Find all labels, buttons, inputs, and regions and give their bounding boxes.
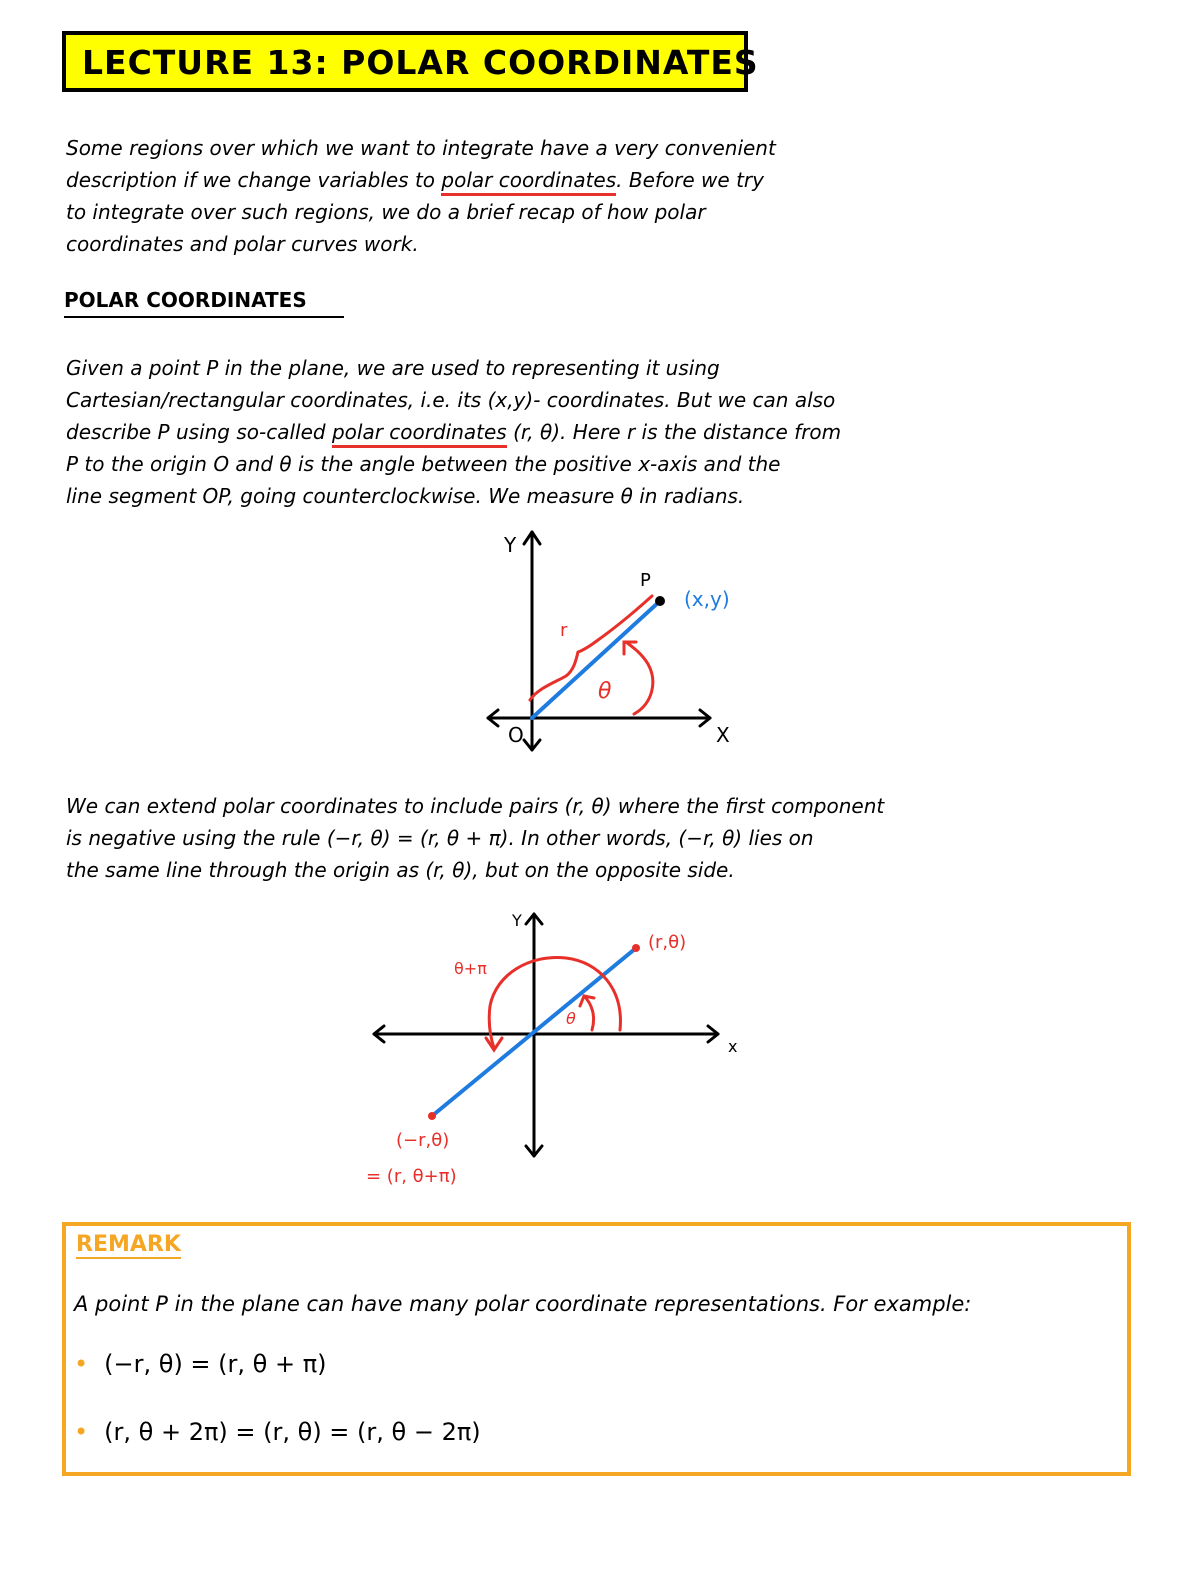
para2-line-3-end: (r, θ). Here r is the distance from xyxy=(506,420,842,444)
para2-line-3-start: describe P using so-called xyxy=(66,420,332,444)
para2-line-5-text: line segment OP, going counterclockwise. We measure θ in radians. xyxy=(66,484,745,508)
polar-coordinates-underlined-term: polar coordinates xyxy=(441,168,616,196)
theta-label: θ xyxy=(566,1009,576,1028)
remark-box xyxy=(62,1222,1131,1476)
page-title: LECTURE 13: POLAR COORDINATES xyxy=(82,43,759,82)
para3-line-1 xyxy=(66,790,884,822)
title-box xyxy=(62,31,759,92)
intro-line-2-start: description if we change variables to xyxy=(66,168,442,192)
para2-line-4-text: P to the origin O and θ is the angle between the positive x-axis and the xyxy=(66,452,781,476)
point-neg-r-theta xyxy=(428,1112,436,1120)
para2-line-1 xyxy=(66,352,720,384)
para2-line-4 xyxy=(66,448,780,480)
remark-item-2 xyxy=(74,1418,481,1446)
para2-line-2-text: Cartesian/rectangular coordinates, i.e. its (x,y)- coordinates. But we can also xyxy=(66,388,836,412)
intro-line-2 xyxy=(66,164,764,196)
section-heading: POLAR COORDINATES xyxy=(64,288,344,318)
intro-line-3-text: to integrate over such regions, we do a brief recap of how polar xyxy=(66,200,706,224)
polar-coordinates-diagram xyxy=(0,520,1200,760)
neg-r-equivalence-label: = (r, θ+π) xyxy=(366,1166,457,1187)
remark-title: REMARK xyxy=(76,1232,181,1257)
theta-arc xyxy=(626,642,653,714)
x-axis-label: x xyxy=(728,1037,738,1056)
remark-item-2-text: (r, θ + 2π) = (r, θ) = (r, θ − 2π) xyxy=(104,1418,481,1446)
y-axis-label: Y xyxy=(512,911,522,930)
point-r-theta xyxy=(632,944,640,952)
intro-line-2-end: . Before we try xyxy=(616,168,764,192)
para3-line-3-text: the same line through the origin as (r, θ), but on the opposite side. xyxy=(66,858,735,882)
para3-line-1-text: We can extend polar coordinates to include pairs (r, θ) where the first component xyxy=(66,794,885,818)
neg-r-theta-label: (−r,θ) xyxy=(396,1130,450,1151)
intro-line-4-text: coordinates and polar curves work. xyxy=(66,232,419,256)
point-p-label: P xyxy=(640,570,651,591)
negative-r-diagram xyxy=(0,900,1200,1200)
point-p xyxy=(655,596,665,606)
para3-line-2-text: is negative using the rule (−r, θ) = (r, θ + π). In other words, (−r, θ) lies on xyxy=(66,826,814,850)
y-axis-label: Y xyxy=(504,533,517,557)
polar-coordinates-definition-term: polar coordinates xyxy=(332,420,507,448)
remark-text: A point P in the plane can have many polar coordinate representations. For example: xyxy=(74,1292,972,1316)
x-axis-label: X xyxy=(716,723,730,747)
para2-line-5 xyxy=(66,480,744,512)
intro-line-4 xyxy=(66,228,419,260)
intro-line-3 xyxy=(66,196,706,228)
segment-op xyxy=(532,601,660,718)
theta-plus-pi-label: θ+π xyxy=(454,959,487,978)
r-theta-label: (r,θ) xyxy=(648,932,687,953)
para2-line-1-text: Given a point P in the plane, we are used to representing it using xyxy=(66,356,720,380)
bullet-icon: • xyxy=(74,1418,89,1446)
remark-item-1 xyxy=(74,1350,327,1378)
r-label: r xyxy=(560,620,568,641)
bullet-icon: • xyxy=(74,1350,89,1378)
intro-line-1-text: Some regions over which we want to integrate have a very convenient xyxy=(66,136,776,160)
intro-line-1 xyxy=(66,132,776,164)
theta-arc xyxy=(584,996,594,1030)
xy-coordinates-label: (x,y) xyxy=(684,587,730,611)
origin-label: O xyxy=(508,723,524,747)
para2-line-2 xyxy=(66,384,835,416)
para3-line-3 xyxy=(66,854,735,886)
theta-label: θ xyxy=(598,679,612,704)
para2-line-3 xyxy=(66,416,841,448)
remark-item-1-text: (−r, θ) = (r, θ + π) xyxy=(104,1350,327,1378)
para3-line-2 xyxy=(66,822,814,854)
